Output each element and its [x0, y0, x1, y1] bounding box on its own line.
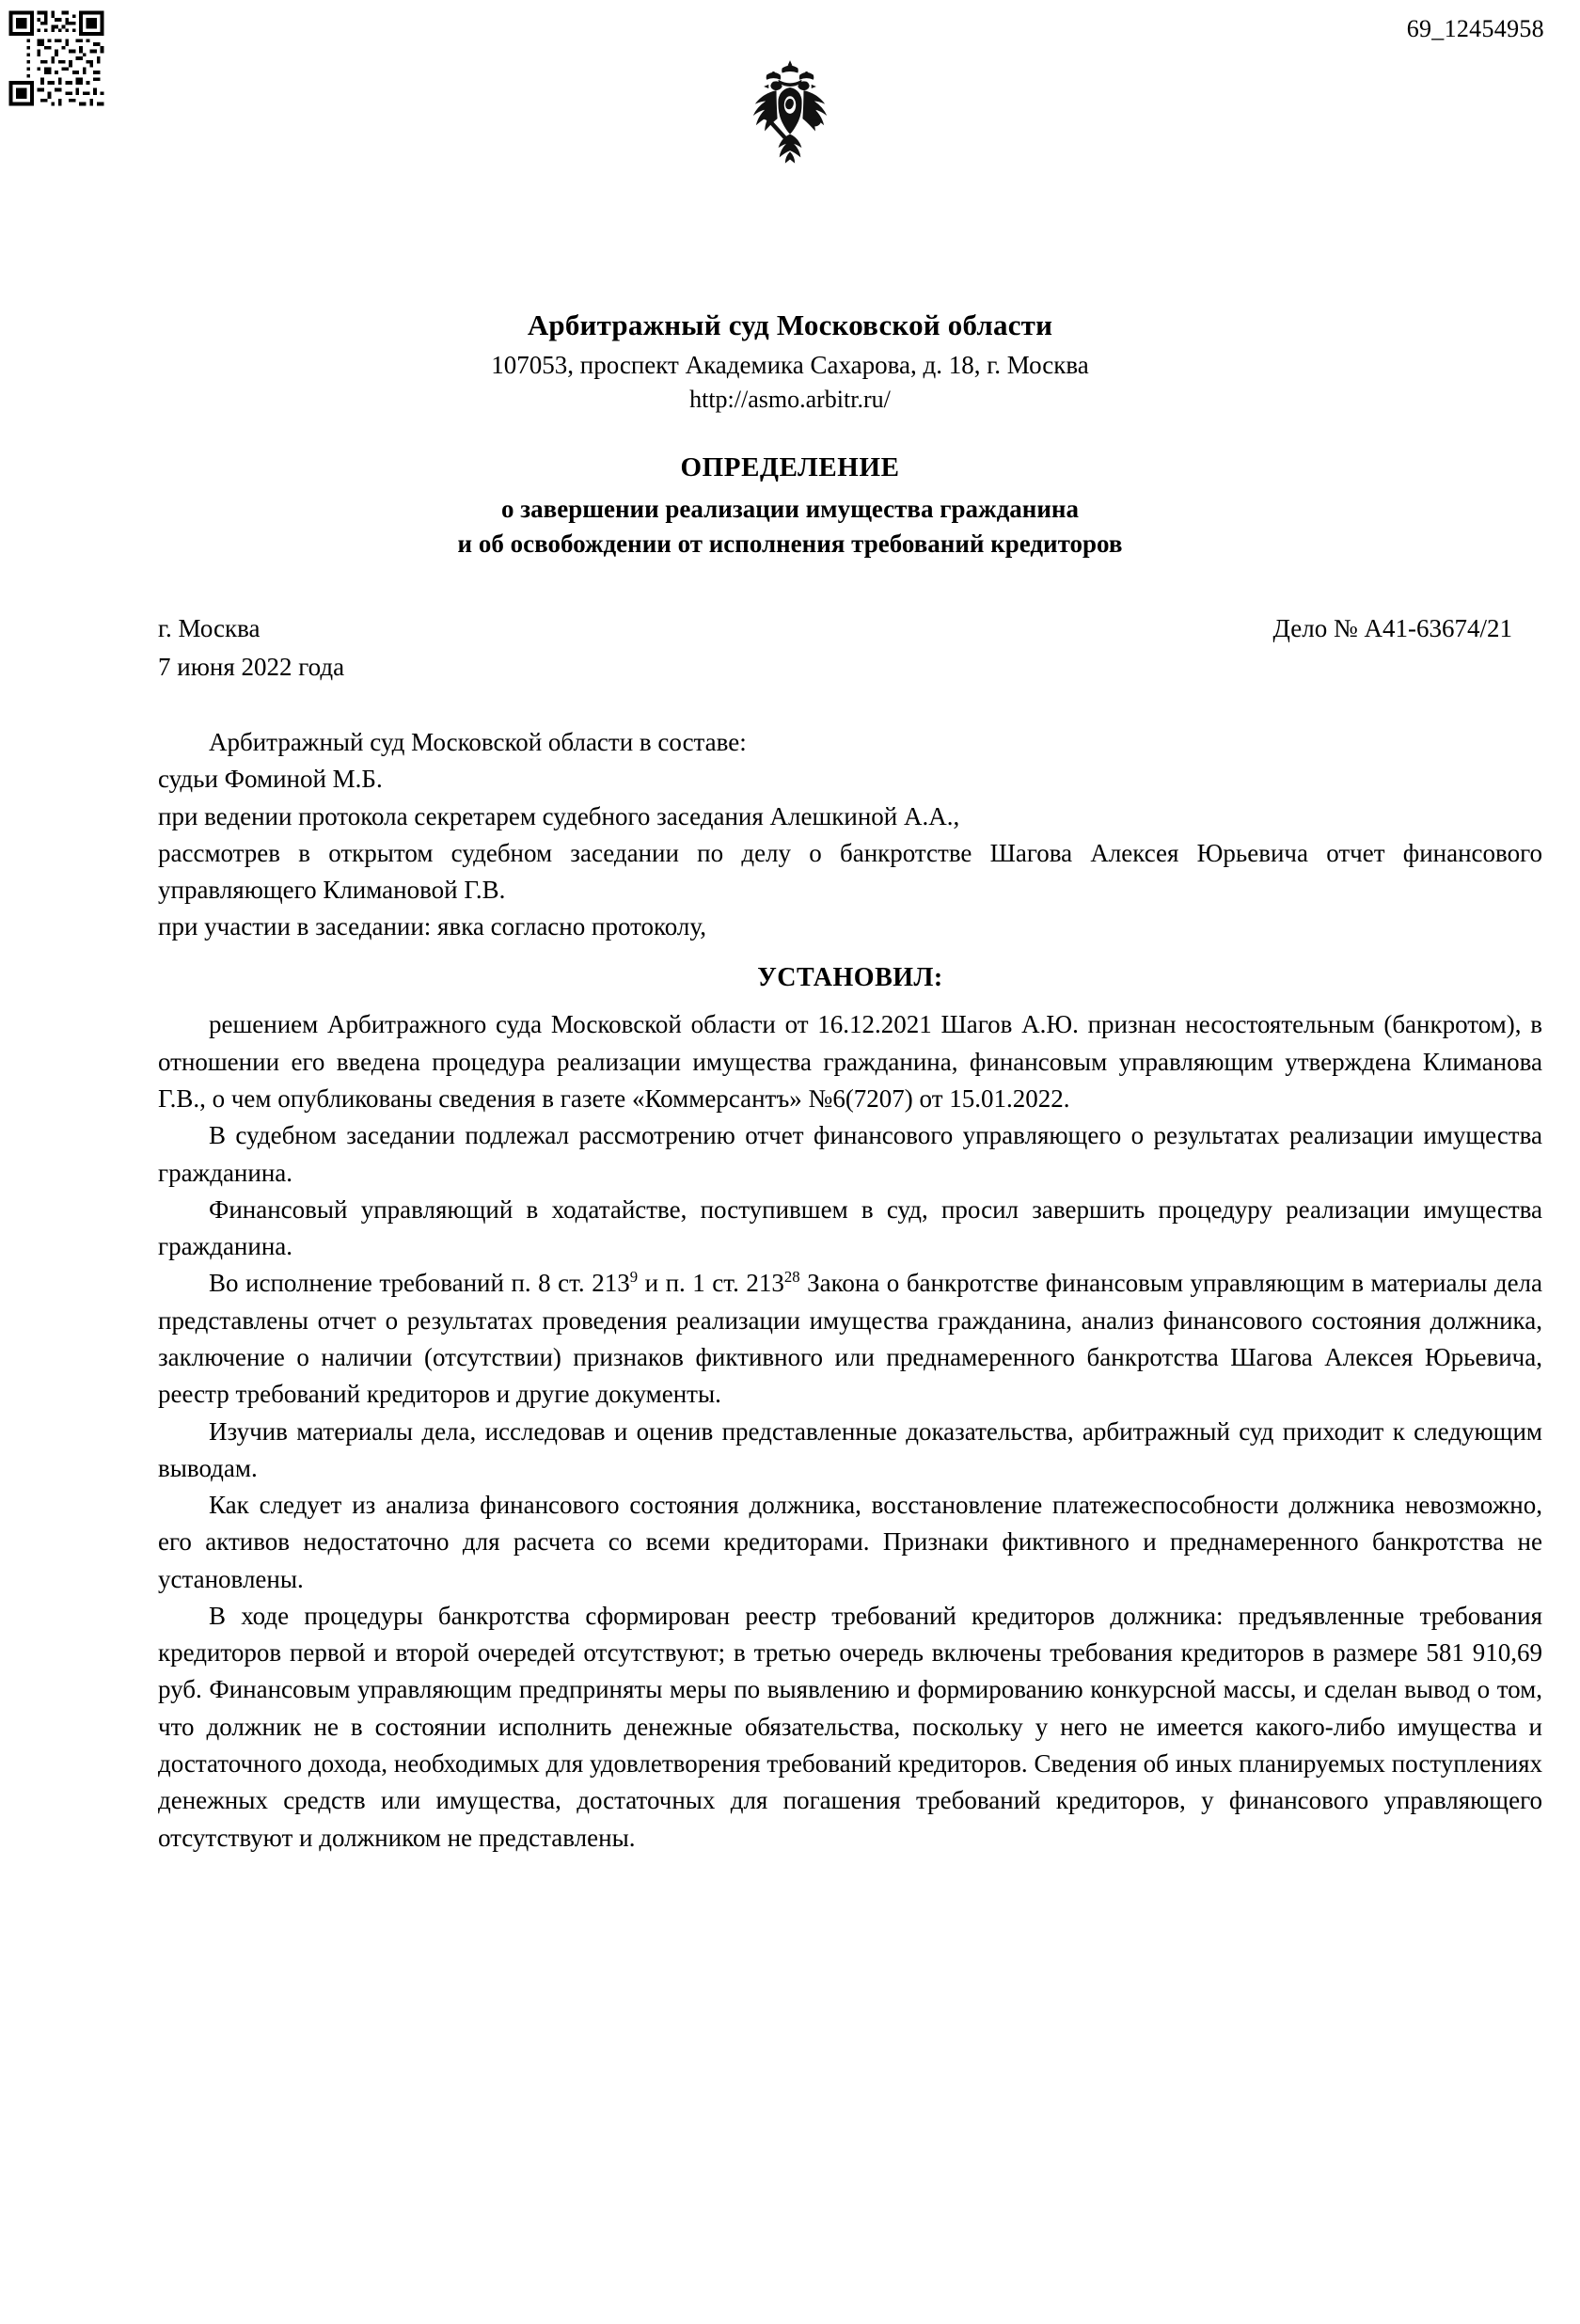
composition-considered-line: рассмотрев в открытом судебном заседании по делу о банкротстве Шагова Алексея Юрьевича отчет финансового управляющего Климановой Г.В.	[158, 838, 1542, 905]
document-body	[158, 724, 1542, 1857]
creditors-register-part-2: руб. Финансовым управляющим предприняты меры по выявлению и формированию конкурсной массы, и сделан вывод о том, что должник не в состоянии исполнить денежные обязательства, поскольку у него не имеется какого-либо имущества и достаточного дохода, необходимых для удовлетворения требований кредиторов. Сведения об иных планируемых поступлениях денежных средств или имущества, достаточных для погашения требований кредиторов, у финансового управляющего отсутствуют и должником не представлены.	[158, 1675, 1542, 1852]
law-ref-part-3: Закона о банкротстве финансовым управляющим в материалы дела представлены отчет о результатах проведения реализации имущества гражданина, анализ финансового состояния должника, заключение о наличии (отсутствии) признаков фиктивного или преднамеренного банкротства Шагова Алексея Юрьевича, реестр требований кредиторов и другие документы.	[158, 1269, 1543, 1409]
composition-participants-line: при участии в заседании: явка согласно протоколу,	[158, 912, 706, 941]
court-heading-block	[113, 307, 1467, 416]
claims-amount: 581 910,69	[1426, 1638, 1543, 1668]
emblem-container	[0, 58, 1580, 175]
creditors-register-part-1: В ходе процедуры банкротства сформирован реестр требований кредиторов должника: предъявленные требования кредиторов первой и второй очередей отсутствуют; в третью очередь включены требования кредиторов в размере	[158, 1601, 1542, 1668]
decision-date: 7 июня 2022 года	[158, 653, 345, 682]
paragraph-manager-motion: Финансовый управляющий в ходатайстве, поступившем в суд, просил завершить процедуру реализации имущества гражданина.	[158, 1194, 1542, 1261]
established-heading: УСТАНОВИЛ:	[757, 962, 943, 992]
paragraph-report-subject: В судебном заседании подлежал рассмотрению отчет финансового управляющего о результатах реализации имущества гражданина.	[158, 1121, 1542, 1187]
case-number: Дело № А41-63674/21	[1272, 614, 1512, 642]
law-ref-part-2: и п. 1 ст. 213	[638, 1269, 784, 1298]
composition-judge-line: судьи Фоминой М.Б.	[158, 765, 383, 794]
document-meta-block	[158, 609, 1512, 687]
russian-coat-of-arms-icon	[741, 58, 839, 175]
composition-secretary-line: при ведении протокола секретарем судебного заседания Алешкиной А.А.,	[158, 801, 960, 830]
court-website-url: http://asmo.arbitr.ru/	[689, 386, 891, 414]
law-ref-superscript-28: 28	[783, 1268, 800, 1287]
act-subject-line-1: о завершении реализации имущества гражданина	[501, 494, 1079, 523]
law-ref-superscript-9: 9	[629, 1268, 639, 1287]
meta-row-city-case	[158, 609, 1512, 648]
document-number: 69_12454958	[1406, 15, 1544, 42]
meta-row-date	[158, 648, 1512, 687]
act-kind-title: ОПРЕДЕЛЕНИЕ	[680, 452, 900, 482]
act-subject-line-2: и об освобождении от исполнения требований кредиторов	[457, 530, 1123, 559]
paragraph-decision-background: решением Арбитражного суда Московской области от 16.12.2021 Шагов А.Ю. признан несостоятельным (банкротом), в отношении его введена процедура реализации имущества гражданина, финансовым управляющим утверждена Климанова Г.В., о чем опубликованы сведения в газете «Коммерсантъ» №6(7207) от 15.01.2022.	[158, 1010, 1542, 1113]
composition-court-line: Арбитражный суд Московской области в составе:	[209, 728, 747, 756]
paragraph-creditors-register	[158, 1598, 1542, 1857]
law-ref-part-1: Во исполнение требований п. 8 ст. 213	[209, 1269, 630, 1298]
city-label: г. Москва	[158, 614, 261, 642]
court-name: Арбитражный суд Московской области	[527, 308, 1053, 341]
paragraph-law-requirements	[158, 1265, 1542, 1413]
court-address: 107053, проспект Академика Сахарова, д. 18, г. Москва	[491, 351, 1089, 380]
paragraph-evidence-review: Изучив материалы дела, исследовав и оценив представленные доказательства, арбитражный суд приходит к следующим выводам.	[158, 1416, 1542, 1482]
paragraph-financial-analysis: Как следует из анализа финансового состояния должника, восстановление платежеспособности должника невозможно, его активов недостаточно для расчета со всеми кредиторами. Признаки фиктивного и преднамеренного банкротства не установлены.	[158, 1491, 1542, 1593]
act-title-block	[113, 450, 1467, 561]
